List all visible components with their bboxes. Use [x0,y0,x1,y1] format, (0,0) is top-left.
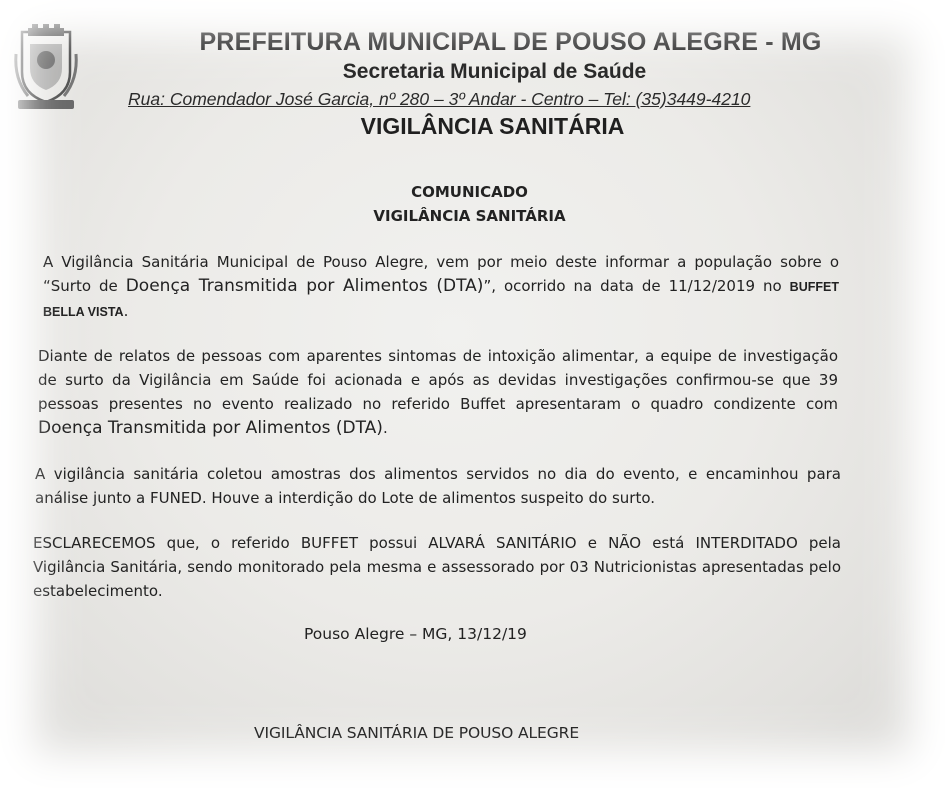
paragraph-1-part-a: A Vigilância Sanitária Municipal de Pouso Alegre, vem por meio deste informar a população sobre o “Surto de [43,253,839,295]
paragraph-2-disease-name: Doença Transmitida por Alimentos (DTA) [38,418,383,438]
paragraph-1-part-c: ”, ocorrido na data de 11/12/2019 no [483,277,782,295]
address-line: Rua: Comendador José Garcia, nº 280 – 3º Andar - Centro – Tel: (35)3449-4210 [128,89,751,109]
paragraph-2 [38,344,838,440]
paragraph-4: ESCLARECEMOS que, o referido BUFFET possui ALVARÁ SANITÁRIO e NÃO está INTERDITADO pela Vigilância Sanitária, sendo monitorado pela mesma e assessorado por 03 Nutricionistas apresentadas pelo estabelecimento. [33,534,841,600]
paragraph-2-part-a: Diante de relatos de pessoas com aparentes sintomas de intoxição alimentar, a equipe de investigação de surto da Vigilância em Saúde foi acionada e após as devidas investigações confirmou-se que 39 pessoas presentes no evento realizado no referido Buffet apresentaram o quadro condizente com [38,347,838,413]
buffet-name: BUFFET BELLA VISTA [43,280,839,319]
communique-subheading: VIGILÂNCIA SANITÁRIA [373,207,566,225]
paragraph-1 [43,250,839,324]
place-and-date: Pouso Alegre – MG, 13/12/19 [304,625,527,643]
paragraph-1-end: . [123,302,129,320]
paragraph-1-disease-name: Doença Transmitida por Alimentos (DTA) [125,276,484,296]
communique-heading: COMUNICADO [411,183,528,201]
paragraph-3: A vigilância sanitária coletou amostras dos alimentos servidos no dia do evento, e encaminhou para análise junto a FUNED. Houve a interdição do Lote de alimentos suspeito do surto. [35,465,841,507]
paragraph-2-end: . [382,419,388,437]
secretariat-subtitle: Secretaria Municipal de Saúde [342,60,647,83]
department-heading: VIGILÂNCIA SANITÁRIA [360,113,625,139]
municipality-title: PREFEITURA MUNICIPAL DE POUSO ALEGRE - MG [199,28,822,56]
signature-line: VIGILÂNCIA SANITÁRIA DE POUSO ALEGRE [254,724,580,742]
